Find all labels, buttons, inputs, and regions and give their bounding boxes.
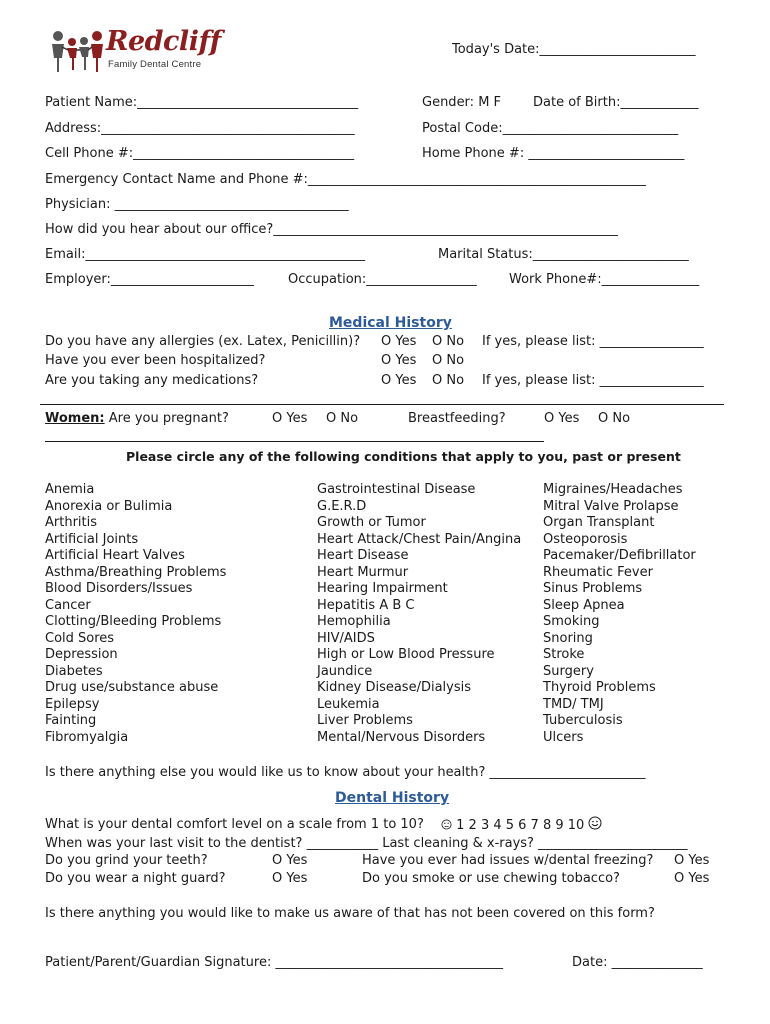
condition-item[interactable]: Growth or Tumor: [317, 515, 426, 530]
smoke-question: Do you smoke or use chewing tobacco?: [362, 871, 620, 886]
allergies-question: Do you have any allergies (ex. Latex, Penicillin)?: [45, 334, 361, 349]
grind-yes[interactable]: O Yes: [272, 853, 308, 868]
condition-item[interactable]: Hemophilia: [317, 614, 391, 629]
additional-notes-question[interactable]: Is there anything you would like to make us aware of that has not been covered on this form?: [45, 906, 655, 921]
condition-item[interactable]: Pacemaker/Defibrillator: [543, 548, 696, 563]
condition-item[interactable]: Sleep Apnea: [543, 597, 625, 613]
condition-item[interactable]: Ulcers: [543, 729, 584, 745]
condition-item[interactable]: Rheumatic Fever: [543, 564, 653, 580]
condition-item[interactable]: High or Low Blood Pressure: [317, 647, 495, 662]
allergies-list-field[interactable]: If yes, please list: ________________: [482, 334, 704, 349]
employer-field[interactable]: Employer:______________________: [45, 272, 254, 287]
pregnant-yes[interactable]: O Yes: [272, 411, 308, 426]
email-field[interactable]: Email:___________________________________________: [45, 247, 365, 262]
conditions-column-1: [45, 482, 226, 746]
condition-item[interactable]: Blood Disorders/Issues: [45, 581, 193, 596]
condition-item[interactable]: Osteoporosis: [543, 531, 628, 547]
logo-name: Redcliff: [106, 26, 221, 57]
comfort-scale[interactable]: [441, 816, 602, 833]
condition-item[interactable]: Liver Problems: [317, 713, 413, 728]
condition-item[interactable]: Epilepsy: [45, 696, 100, 712]
todays-date-field[interactable]: Today's Date:________________________: [452, 42, 696, 57]
condition-item[interactable]: Heart Murmur: [317, 564, 409, 580]
medications-no[interactable]: O No: [432, 373, 465, 388]
condition-item[interactable]: Clotting/Bleeding Problems: [45, 614, 222, 629]
condition-item[interactable]: G.E.R.D: [317, 498, 367, 514]
condition-item[interactable]: Mitral Valve Prolapse: [543, 498, 679, 514]
medical-history-heading: Medical History: [329, 315, 452, 331]
condition-item[interactable]: Sinus Problems: [543, 581, 643, 596]
freezing-question: Have you ever had issues w/dental freezing?: [362, 853, 654, 868]
comfort-scale-numbers[interactable]: 1 2 3 4 5 6 7 8 9 10: [456, 818, 585, 833]
condition-item[interactable]: Heart Disease: [317, 548, 409, 563]
condition-item[interactable]: Jaundice: [317, 663, 373, 679]
condition-item[interactable]: Diabetes: [45, 663, 103, 679]
condition-item[interactable]: Cold Sores: [45, 630, 115, 646]
grind-question: Do you grind your teeth?: [45, 853, 208, 868]
signature-date-field[interactable]: Date: ______________: [572, 955, 703, 970]
conditions-column-2: [317, 482, 521, 746]
breastfeeding-yes[interactable]: O Yes: [544, 411, 580, 426]
hospitalized-no[interactable]: O No: [432, 353, 465, 368]
home-phone-field[interactable]: Home Phone #: ________________________: [422, 146, 685, 161]
condition-item[interactable]: Tuberculosis: [543, 713, 623, 728]
patient-name-field[interactable]: Patient Name:__________________________________: [45, 95, 359, 110]
smoke-yes[interactable]: O Yes: [674, 871, 710, 886]
night-guard-yes[interactable]: O Yes: [272, 871, 308, 886]
hospitalized-question: Have you ever been hospitalized?: [45, 353, 266, 368]
condition-item[interactable]: Smoking: [543, 614, 600, 629]
condition-item[interactable]: Stroke: [543, 647, 585, 662]
condition-item[interactable]: Migraines/Headaches: [543, 482, 683, 497]
medications-question: Are you taking any medications?: [45, 373, 259, 388]
condition-item[interactable]: Cancer: [45, 597, 91, 613]
physician-field[interactable]: Physician: ____________________________________: [45, 197, 349, 212]
last-visit-field[interactable]: When was your last visit to the dentist? ___________ Last cleaning & x-rays? _______________________: [45, 836, 688, 851]
happy-face-icon: [588, 816, 602, 830]
conditions-instruction: Please circle any of the following conditions that apply to you, past or present: [126, 449, 681, 464]
breastfeeding-no[interactable]: O No: [598, 411, 631, 426]
health-notes-field[interactable]: Is there anything else you would like us to know about your health? ________________________: [45, 765, 646, 780]
condition-item[interactable]: Asthma/Breathing Problems: [45, 564, 227, 580]
condition-item[interactable]: Kidney Disease/Dialysis: [317, 680, 472, 695]
allergies-no[interactable]: O No: [432, 334, 465, 349]
comfort-level-question: What is your dental comfort level on a scale from 1 to 10?: [45, 817, 424, 832]
family-figures-icon: [48, 28, 106, 74]
condition-item[interactable]: Surgery: [543, 663, 594, 679]
logo-subtitle: Family Dental Centre: [108, 59, 202, 70]
condition-item[interactable]: Mental/Nervous Disorders: [317, 729, 486, 745]
medications-yes[interactable]: O Yes: [381, 373, 417, 388]
night-guard-question: Do you wear a night guard?: [45, 871, 226, 886]
condition-item[interactable]: Leukemia: [317, 696, 380, 712]
condition-item[interactable]: Arthritis: [45, 515, 98, 530]
condition-item[interactable]: Depression: [45, 647, 118, 662]
condition-item[interactable]: Fibromyalgia: [45, 729, 129, 745]
sad-face-icon: [441, 819, 452, 830]
pregnant-no[interactable]: O No: [326, 411, 359, 426]
medications-list-field[interactable]: If yes, please list: ________________: [482, 373, 704, 388]
occupation-field[interactable]: Occupation:_________________: [288, 272, 477, 287]
divider: [40, 404, 724, 405]
women-section: [45, 411, 229, 426]
condition-item[interactable]: Artificial Heart Valves: [45, 548, 185, 563]
referral-source-field[interactable]: How did you hear about our office?_____________________________________________________: [45, 222, 618, 237]
gender-field[interactable]: Gender: M F: [422, 95, 502, 110]
condition-item[interactable]: Anemia: [45, 482, 95, 497]
women-label: Women:: [45, 411, 105, 426]
condition-item[interactable]: HIV/AIDS: [317, 630, 375, 646]
hospitalized-yes[interactable]: O Yes: [381, 353, 417, 368]
emergency-contact-field[interactable]: Emergency Contact Name and Phone #:____________________________________________________: [45, 172, 646, 187]
condition-item[interactable]: Heart Attack/Chest Pain/Angina: [317, 531, 522, 547]
condition-item[interactable]: Anorexia or Bulimia: [45, 498, 173, 514]
address-field[interactable]: Address:_______________________________________: [45, 121, 355, 136]
condition-item[interactable]: Hearing Impairment: [317, 581, 448, 596]
condition-item[interactable]: Gastrointestinal Disease: [317, 482, 476, 497]
condition-item[interactable]: Drug use/substance abuse: [45, 680, 219, 695]
marital-status-field[interactable]: Marital Status:________________________: [438, 247, 689, 262]
condition-item[interactable]: Fainting: [45, 713, 97, 728]
conditions-column-3: [543, 482, 696, 746]
work-phone-field[interactable]: Work Phone#:_______________: [509, 272, 700, 287]
freezing-yes[interactable]: O Yes: [674, 853, 710, 868]
condition-item[interactable]: Hepatitis A B C: [317, 597, 415, 613]
postal-code-field[interactable]: Postal Code:___________________________: [422, 121, 679, 136]
condition-item[interactable]: Thyroid Problems: [543, 680, 656, 695]
cell-phone-field[interactable]: Cell Phone #:__________________________________: [45, 146, 355, 161]
dob-field[interactable]: Date of Birth:____________: [533, 95, 699, 110]
logo: [48, 26, 221, 76]
allergies-yes[interactable]: O Yes: [381, 334, 417, 349]
signature-field[interactable]: Patient/Parent/Guardian Signature: ___________________________________: [45, 955, 503, 970]
divider: [45, 441, 544, 442]
pregnant-question: Are you pregnant?: [108, 411, 229, 426]
dental-history-heading: Dental History: [335, 790, 450, 806]
condition-item[interactable]: Organ Transplant: [543, 515, 655, 530]
breastfeeding-question: Breastfeeding?: [408, 411, 506, 426]
condition-item[interactable]: Snoring: [543, 630, 593, 646]
condition-item[interactable]: Artificial Joints: [45, 531, 139, 547]
condition-item[interactable]: TMD/ TMJ: [543, 696, 604, 712]
